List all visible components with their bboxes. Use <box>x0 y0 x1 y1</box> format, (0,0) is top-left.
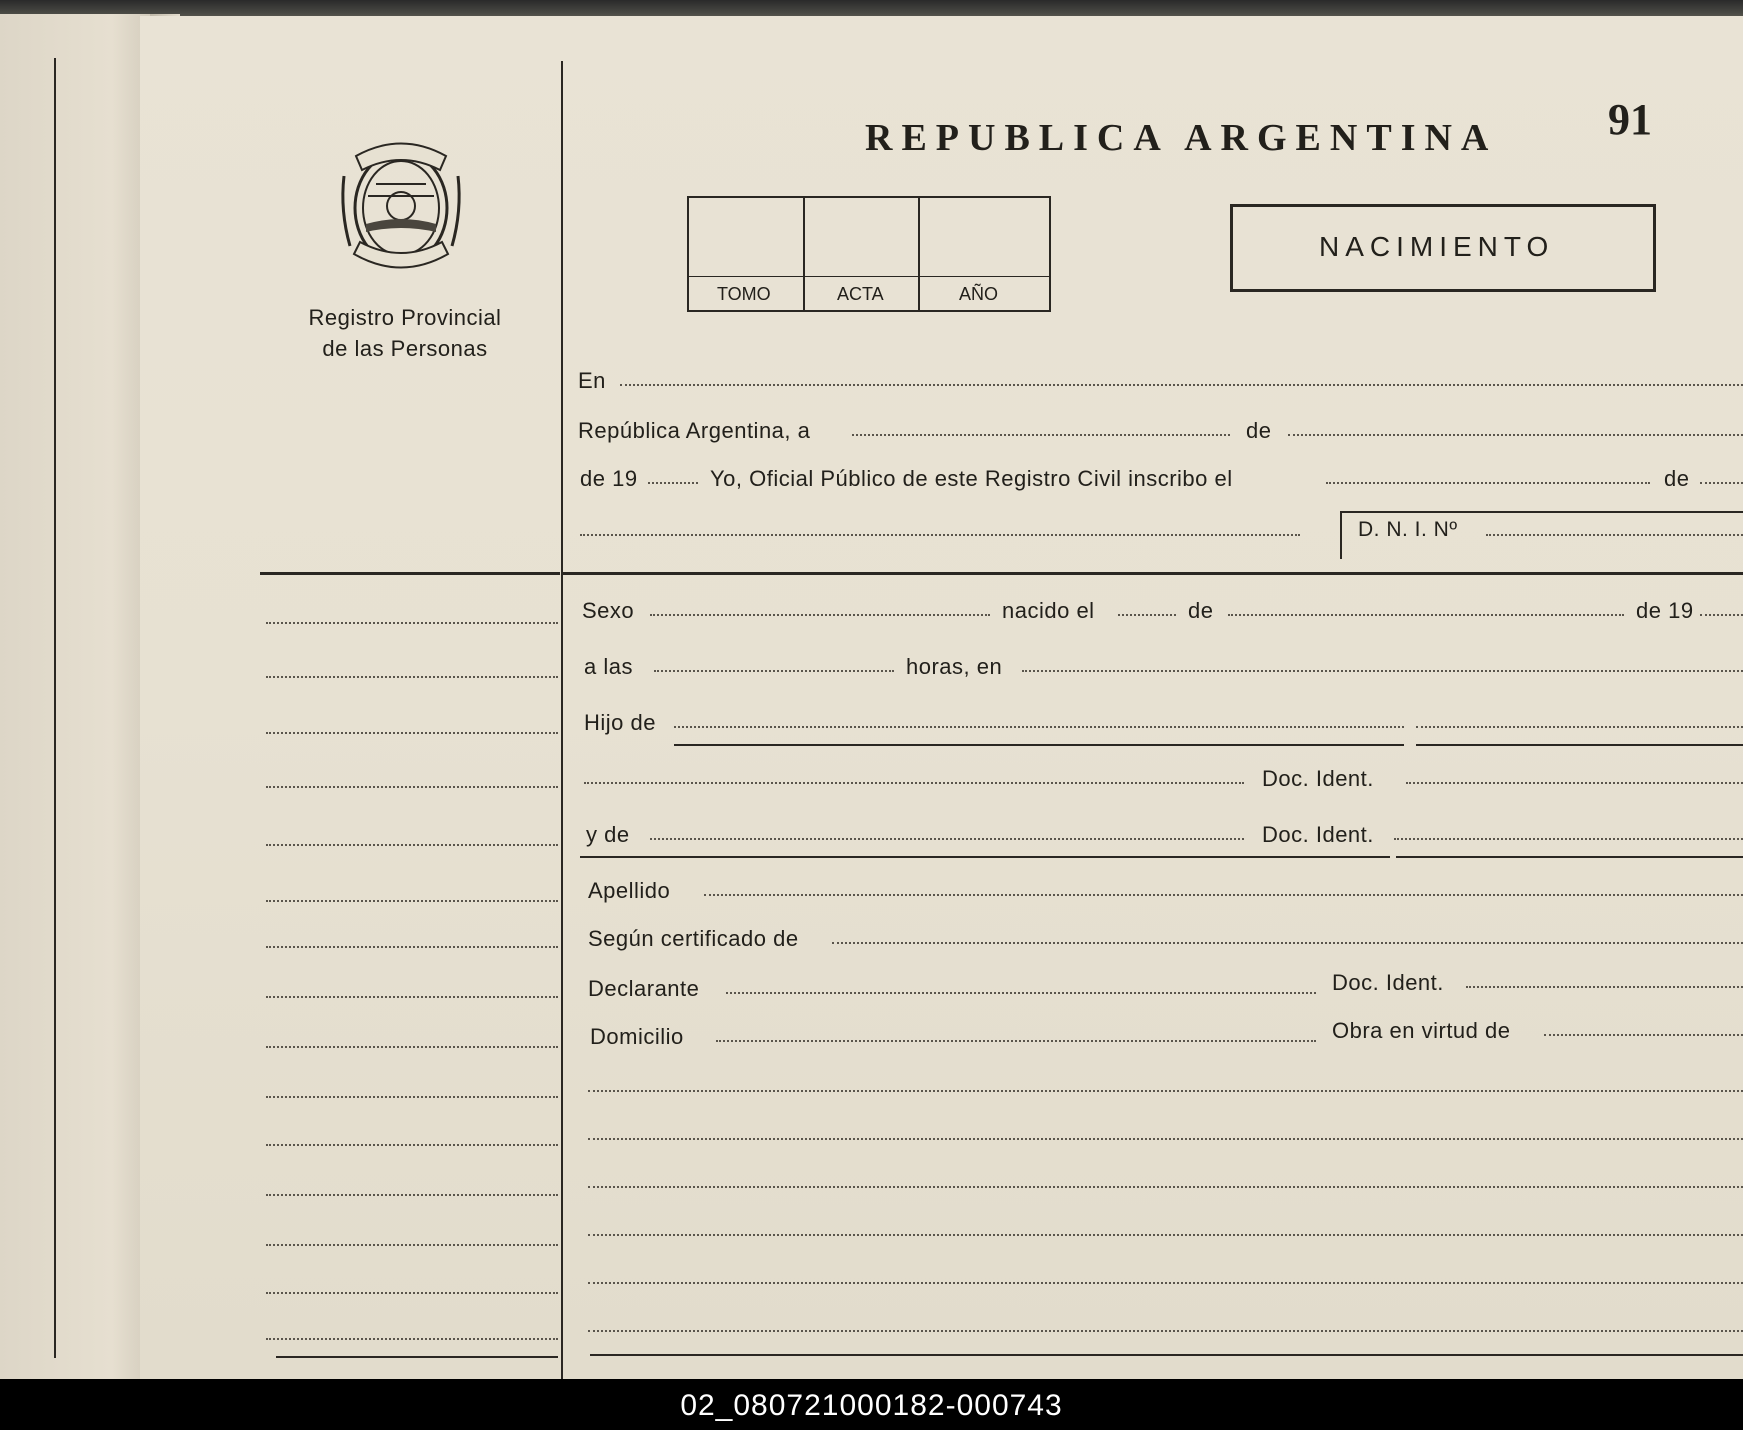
label-y-de: y de <box>586 822 630 847</box>
previous-page <box>0 14 160 1379</box>
label-dni: D. N. I. Nº <box>1358 518 1458 541</box>
registry-name: Registro Provincial de las Personas <box>308 305 502 361</box>
label-doc-ident-1: Doc. Ident. <box>1262 766 1374 791</box>
label-de-2: de <box>1664 466 1690 491</box>
provincial-seal-icon <box>336 136 466 286</box>
label-de-1: de <box>1246 418 1272 443</box>
label-apellido: Apellido <box>588 878 671 903</box>
record-type-box: NACIMIENTO <box>1230 204 1656 292</box>
label-hijo-de: Hijo de <box>584 710 656 735</box>
label-obra: Obra en virtud de <box>1332 1018 1511 1043</box>
label-de19-b: de 19 <box>1636 598 1694 623</box>
label-declarante: Declarante <box>588 976 700 1001</box>
label-republica: República Argentina, a <box>578 418 811 443</box>
label-horas-en: horas, en <box>906 654 1003 679</box>
ano-label: AÑO <box>959 284 999 304</box>
birth-record-page <box>140 16 1743 1379</box>
label-nacido-el: nacido el <box>1002 598 1095 623</box>
label-doc-ident-2: Doc. Ident. <box>1262 822 1374 847</box>
label-yo: Yo, Oficial Público de este Registro Civil inscribo el <box>710 466 1233 491</box>
label-sexo: Sexo <box>582 598 635 623</box>
label-a-las: a las <box>584 654 633 679</box>
tomo-label: TOMO <box>717 284 771 304</box>
label-segun: Según certificado de <box>588 926 799 951</box>
label-de19: de 19 <box>580 466 638 491</box>
country-title: REPUBLICA ARGENTINA <box>865 117 1498 159</box>
label-en: En <box>578 368 606 393</box>
label-doc-ident-3: Doc. Ident. <box>1332 970 1444 995</box>
image-id-footer: 02_080721000182-000743 <box>0 1379 1743 1430</box>
page-number: 91 <box>1608 95 1652 144</box>
label-de-3: de <box>1188 598 1214 623</box>
label-domicilio: Domicilio <box>590 1024 684 1049</box>
reference-box <box>687 196 1051 312</box>
acta-label: ACTA <box>837 284 884 304</box>
